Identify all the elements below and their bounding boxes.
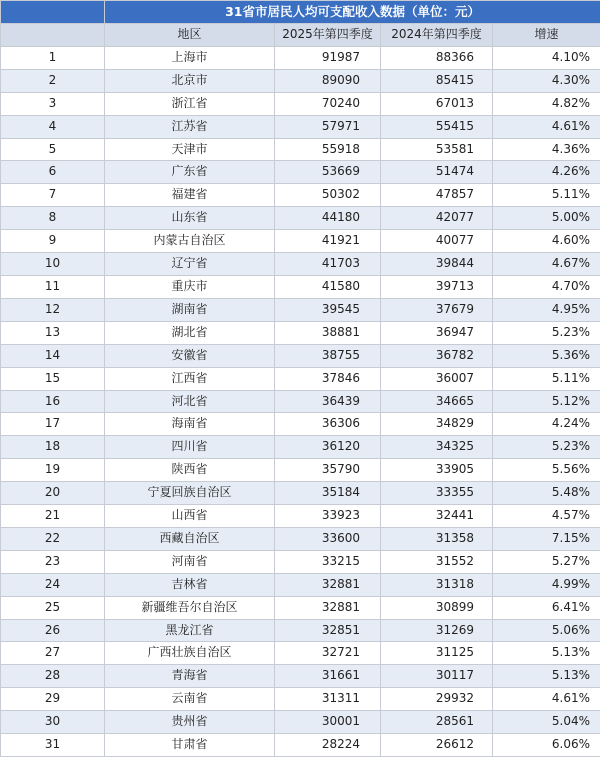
table-row [1, 298, 600, 321]
value-2024-cell: 47857 [381, 184, 493, 207]
value-2024-cell: 36947 [381, 321, 493, 344]
value-2024-cell: 34829 [381, 413, 493, 436]
table-row [1, 642, 600, 665]
value-2024-cell: 29932 [381, 688, 493, 711]
region-cell: 河北省 [105, 390, 275, 413]
region-cell: 辽宁省 [105, 253, 275, 276]
value-2025-cell: 32881 [275, 573, 381, 596]
table-row [1, 619, 600, 642]
region-cell: 北京市 [105, 69, 275, 92]
value-2024-cell: 31358 [381, 527, 493, 550]
growth-cell: 6.06% [493, 734, 600, 757]
value-2025-cell: 37846 [275, 367, 381, 390]
table-row [1, 367, 600, 390]
value-2024-cell: 39713 [381, 275, 493, 298]
growth-cell: 4.70% [493, 275, 600, 298]
value-2024-cell: 36007 [381, 367, 493, 390]
value-2025-cell: 41703 [275, 253, 381, 276]
value-2025-cell: 38881 [275, 321, 381, 344]
rank-cell: 16 [1, 390, 105, 413]
growth-cell: 5.56% [493, 459, 600, 482]
rank-cell: 12 [1, 298, 105, 321]
rank-cell: 28 [1, 665, 105, 688]
growth-cell: 4.30% [493, 69, 600, 92]
rank-cell: 23 [1, 550, 105, 573]
table-row [1, 115, 600, 138]
rank-cell: 29 [1, 688, 105, 711]
growth-cell: 4.57% [493, 505, 600, 528]
table-row [1, 573, 600, 596]
growth-cell: 4.36% [493, 138, 600, 161]
growth-cell: 5.00% [493, 207, 600, 230]
value-2024-cell: 40077 [381, 230, 493, 253]
rank-cell: 31 [1, 734, 105, 757]
table-row [1, 527, 600, 550]
rank-cell: 14 [1, 344, 105, 367]
value-2024-cell: 28561 [381, 711, 493, 734]
rank-cell: 5 [1, 138, 105, 161]
table-header-row [1, 24, 600, 47]
value-2025-cell: 53669 [275, 161, 381, 184]
rank-cell: 9 [1, 230, 105, 253]
region-cell: 山东省 [105, 207, 275, 230]
growth-cell: 6.41% [493, 596, 600, 619]
region-cell: 甘肃省 [105, 734, 275, 757]
table-row [1, 230, 600, 253]
region-cell: 重庆市 [105, 275, 275, 298]
region-cell: 广西壮族自治区 [105, 642, 275, 665]
value-2024-cell: 26612 [381, 734, 493, 757]
growth-cell: 5.04% [493, 711, 600, 734]
table-row [1, 550, 600, 573]
rank-cell: 27 [1, 642, 105, 665]
growth-cell: 4.26% [493, 161, 600, 184]
header-2024-q4: 2024年第四季度 [381, 24, 493, 47]
region-cell: 黑龙江省 [105, 619, 275, 642]
value-2025-cell: 36120 [275, 436, 381, 459]
region-cell: 贵州省 [105, 711, 275, 734]
rank-cell: 13 [1, 321, 105, 344]
value-2024-cell: 88366 [381, 46, 493, 69]
table-row [1, 275, 600, 298]
rank-cell: 20 [1, 482, 105, 505]
rank-cell: 17 [1, 413, 105, 436]
table-row [1, 92, 600, 115]
value-2024-cell: 34325 [381, 436, 493, 459]
header-region: 地区 [105, 24, 275, 47]
value-2024-cell: 67013 [381, 92, 493, 115]
growth-cell: 5.13% [493, 642, 600, 665]
rank-cell: 1 [1, 46, 105, 69]
table-row [1, 161, 600, 184]
value-2024-cell: 36782 [381, 344, 493, 367]
rank-cell: 2 [1, 69, 105, 92]
growth-cell: 5.13% [493, 665, 600, 688]
value-2025-cell: 33215 [275, 550, 381, 573]
region-cell: 陕西省 [105, 459, 275, 482]
rank-cell: 8 [1, 207, 105, 230]
value-2025-cell: 32881 [275, 596, 381, 619]
value-2025-cell: 30001 [275, 711, 381, 734]
value-2024-cell: 31125 [381, 642, 493, 665]
growth-cell: 5.12% [493, 390, 600, 413]
growth-cell: 4.24% [493, 413, 600, 436]
growth-cell: 5.06% [493, 619, 600, 642]
rank-cell: 11 [1, 275, 105, 298]
value-2024-cell: 55415 [381, 115, 493, 138]
value-2025-cell: 41580 [275, 275, 381, 298]
value-2024-cell: 33355 [381, 482, 493, 505]
value-2025-cell: 31311 [275, 688, 381, 711]
rank-cell: 22 [1, 527, 105, 550]
value-2024-cell: 37679 [381, 298, 493, 321]
value-2025-cell: 32721 [275, 642, 381, 665]
growth-cell: 5.11% [493, 184, 600, 207]
region-cell: 西藏自治区 [105, 527, 275, 550]
region-cell: 宁夏回族自治区 [105, 482, 275, 505]
rank-cell: 18 [1, 436, 105, 459]
value-2025-cell: 36439 [275, 390, 381, 413]
value-2024-cell: 42077 [381, 207, 493, 230]
value-2025-cell: 50302 [275, 184, 381, 207]
value-2024-cell: 32441 [381, 505, 493, 528]
region-cell: 江西省 [105, 367, 275, 390]
value-2025-cell: 33600 [275, 527, 381, 550]
header-2025-q4: 2025年第四季度 [275, 24, 381, 47]
region-cell: 河南省 [105, 550, 275, 573]
growth-cell: 5.27% [493, 550, 600, 573]
table-row [1, 321, 600, 344]
table-row [1, 459, 600, 482]
table-title: 31省市居民人均可支配收入数据（单位：元） [105, 1, 600, 24]
table-row [1, 69, 600, 92]
region-cell: 广东省 [105, 161, 275, 184]
value-2025-cell: 28224 [275, 734, 381, 757]
region-cell: 安徽省 [105, 344, 275, 367]
growth-cell: 4.61% [493, 688, 600, 711]
rank-cell: 7 [1, 184, 105, 207]
region-cell: 新疆维吾尔自治区 [105, 596, 275, 619]
rank-cell: 10 [1, 253, 105, 276]
table-row [1, 436, 600, 459]
region-cell: 浙江省 [105, 92, 275, 115]
growth-cell: 5.11% [493, 367, 600, 390]
rank-cell: 21 [1, 505, 105, 528]
value-2024-cell: 30117 [381, 665, 493, 688]
region-cell: 内蒙古自治区 [105, 230, 275, 253]
growth-cell: 4.99% [493, 573, 600, 596]
value-2025-cell: 57971 [275, 115, 381, 138]
region-cell: 天津市 [105, 138, 275, 161]
value-2024-cell: 39844 [381, 253, 493, 276]
rank-cell: 30 [1, 711, 105, 734]
value-2025-cell: 55918 [275, 138, 381, 161]
growth-cell: 5.23% [493, 321, 600, 344]
region-cell: 上海市 [105, 46, 275, 69]
rank-cell: 26 [1, 619, 105, 642]
rank-cell: 4 [1, 115, 105, 138]
value-2025-cell: 89090 [275, 69, 381, 92]
region-cell: 吉林省 [105, 573, 275, 596]
value-2025-cell: 35790 [275, 459, 381, 482]
table-body [1, 46, 600, 756]
growth-cell: 5.48% [493, 482, 600, 505]
value-2025-cell: 36306 [275, 413, 381, 436]
table-row [1, 665, 600, 688]
header-rank [1, 24, 105, 47]
growth-cell: 4.67% [493, 253, 600, 276]
table-row [1, 688, 600, 711]
region-cell: 云南省 [105, 688, 275, 711]
rank-cell: 24 [1, 573, 105, 596]
table-row [1, 734, 600, 757]
table-row [1, 505, 600, 528]
table-row [1, 711, 600, 734]
growth-cell: 5.36% [493, 344, 600, 367]
value-2024-cell: 53581 [381, 138, 493, 161]
region-cell: 福建省 [105, 184, 275, 207]
value-2025-cell: 33923 [275, 505, 381, 528]
region-cell: 青海省 [105, 665, 275, 688]
growth-cell: 4.10% [493, 46, 600, 69]
value-2025-cell: 35184 [275, 482, 381, 505]
header-growth: 增速 [493, 24, 600, 47]
growth-cell: 4.61% [493, 115, 600, 138]
value-2025-cell: 31661 [275, 665, 381, 688]
rank-cell: 19 [1, 459, 105, 482]
region-cell: 湖南省 [105, 298, 275, 321]
table-title-row [1, 1, 600, 24]
value-2025-cell: 38755 [275, 344, 381, 367]
region-cell: 山西省 [105, 505, 275, 528]
value-2025-cell: 91987 [275, 46, 381, 69]
value-2025-cell: 44180 [275, 207, 381, 230]
title-corner-cell [1, 1, 105, 24]
value-2024-cell: 33905 [381, 459, 493, 482]
value-2024-cell: 85415 [381, 69, 493, 92]
value-2024-cell: 31269 [381, 619, 493, 642]
growth-cell: 4.95% [493, 298, 600, 321]
table-row [1, 138, 600, 161]
table-row [1, 207, 600, 230]
table-row [1, 253, 600, 276]
region-cell: 四川省 [105, 436, 275, 459]
region-cell: 江苏省 [105, 115, 275, 138]
table-row [1, 390, 600, 413]
value-2024-cell: 31318 [381, 573, 493, 596]
region-cell: 湖北省 [105, 321, 275, 344]
region-cell: 海南省 [105, 413, 275, 436]
value-2025-cell: 39545 [275, 298, 381, 321]
rank-cell: 6 [1, 161, 105, 184]
value-2025-cell: 32851 [275, 619, 381, 642]
value-2024-cell: 51474 [381, 161, 493, 184]
table-row [1, 344, 600, 367]
table-row [1, 46, 600, 69]
value-2024-cell: 31552 [381, 550, 493, 573]
rank-cell: 3 [1, 92, 105, 115]
rank-cell: 15 [1, 367, 105, 390]
value-2025-cell: 41921 [275, 230, 381, 253]
value-2024-cell: 30899 [381, 596, 493, 619]
value-2025-cell: 70240 [275, 92, 381, 115]
table-row [1, 184, 600, 207]
table-row [1, 482, 600, 505]
table-row [1, 413, 600, 436]
rank-cell: 25 [1, 596, 105, 619]
growth-cell: 7.15% [493, 527, 600, 550]
growth-cell: 4.60% [493, 230, 600, 253]
value-2024-cell: 34665 [381, 390, 493, 413]
table-row [1, 596, 600, 619]
growth-cell: 4.82% [493, 92, 600, 115]
growth-cell: 5.23% [493, 436, 600, 459]
